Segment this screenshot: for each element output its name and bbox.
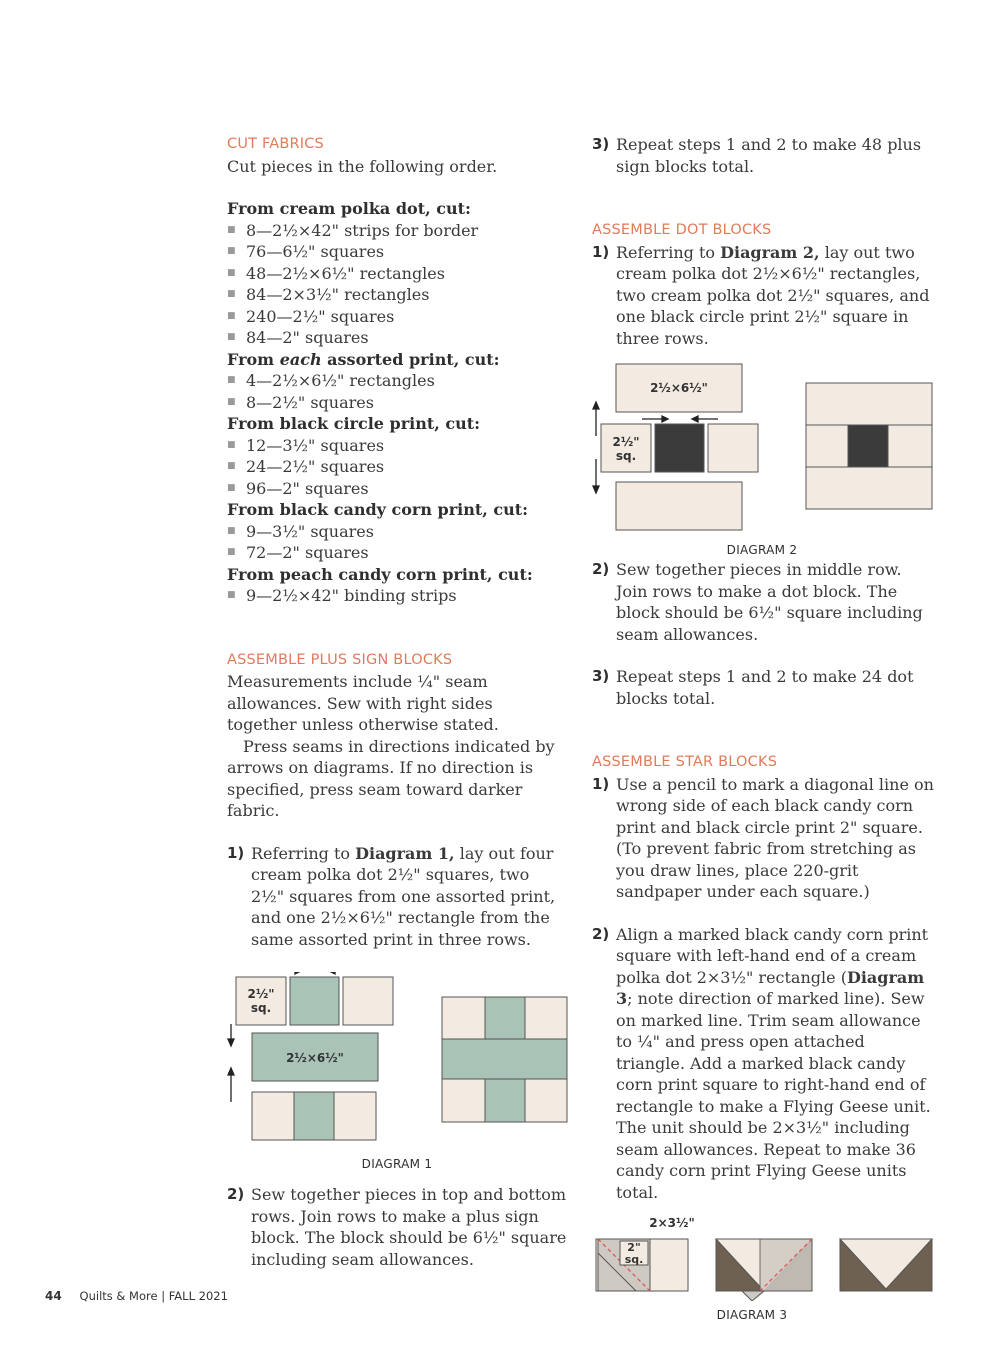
step-number: 1): [227, 843, 245, 862]
cut-item: ■ 84—2×3½" rectangles: [227, 284, 567, 306]
dot-blocks-heading: ASSEMBLE DOT BLOCKS: [592, 222, 772, 238]
step-text: Sew together pieces in top and bottom rows. Join rows to make a plus sign block. The block should be 6½" square including seam allowances.: [251, 1185, 567, 1269]
left-column: [227, 134, 567, 1270]
flying-geese-finished: [840, 1239, 932, 1291]
cut-group-title: From black candy corn print, cut:: [227, 500, 529, 519]
diagram-ref: Diagram 2,: [720, 242, 820, 262]
step-number: 1): [592, 242, 610, 261]
cream-square: [708, 424, 758, 472]
diagram-1-figure: [227, 972, 572, 1150]
sage-square: [294, 1092, 334, 1140]
press-arrows-top: [642, 416, 718, 422]
sage-square: [290, 977, 339, 1025]
page-number: 44: [45, 1289, 62, 1303]
cut-intro: Cut pieces in the following order.: [227, 156, 498, 176]
diagram-2: [592, 361, 937, 559]
cut-list: [227, 521, 567, 564]
step-number: 2): [592, 560, 610, 578]
cut-item: ■ 8—2½" squares: [227, 392, 567, 414]
step-number: 1): [592, 774, 610, 793]
sq-size-label: 2½": [247, 987, 275, 1001]
cut-item: ■ 12—3½" squares: [227, 435, 567, 457]
cream-square: [343, 977, 393, 1025]
plus-step-3: [592, 134, 937, 177]
diagram-3-caption: DIAGRAM 3: [716, 1308, 788, 1322]
press-arrows-top: [277, 972, 353, 974]
cut-list: [227, 220, 567, 349]
star-step-1: [592, 774, 937, 903]
cream-square: [252, 1092, 294, 1140]
plus-intro: Measurements include ¼" seam allowances. Sew with right sides together unless otherwise stated.: [227, 672, 499, 734]
step-text: Use a pencil to mark a diagonal line on wrong side of each black candy corn print and black circle print 2" square. (To prevent fabric from stretching as you draw lines, place 220-grit sandpaper under each square.): [616, 774, 934, 901]
diagram-ref: Diagram 3: [616, 967, 925, 1008]
star-step-2: [592, 924, 937, 1204]
sq-size-label: 2": [627, 1241, 641, 1254]
cut-group-title: From each assorted print, cut:: [227, 349, 500, 369]
diagram-2-figure: [592, 361, 937, 536]
step-text-pre: Referring to: [251, 843, 356, 863]
step-text-post: lay out four cream polka dot 2½" squares, two 2½" squares from one assorted print, and one 2½×6½" rectangle from the same assorted print in three rows.: [251, 843, 556, 949]
black-circle-square: [655, 424, 704, 472]
cut-group-title: From cream polka dot, cut:: [227, 199, 471, 218]
step-number: 2): [592, 924, 610, 943]
sq-size-label: 2½": [612, 435, 640, 449]
cut-item: ■ 240—2½" squares: [227, 306, 567, 328]
diagram-1-caption: DIAGRAM 1: [361, 1157, 433, 1171]
cut-item: ■ 96—2" squares: [227, 478, 567, 500]
cut-item: ■ 4—2½×6½" rectangles: [227, 370, 567, 392]
plus-press-note: Press seams in directions indicated by arrows on diagrams. If no direction is specified, press seam toward darker fabric.: [227, 736, 555, 820]
cut-list: [227, 370, 567, 413]
dot-step-2: [592, 559, 937, 645]
sq-unit-label: sq.: [624, 1253, 644, 1266]
cut-item: ■ 76—6½" squares: [227, 241, 567, 263]
press-arrows-side: [228, 1024, 234, 1102]
press-arrows-side: [593, 402, 599, 493]
cutting-list: [227, 198, 567, 607]
plus-sign-heading: ASSEMBLE PLUS SIGN BLOCKS: [227, 651, 453, 668]
step-text: Repeat steps 1 and 2 to make 48 plus sign blocks total.: [616, 135, 922, 176]
cut-item: ■ 24—2½" squares: [227, 456, 567, 478]
cut-group-title: From black circle print, cut:: [227, 414, 481, 433]
step-number: 3): [592, 667, 610, 685]
flying-geese-step-a: [596, 1239, 688, 1291]
step-number: 3): [592, 135, 610, 153]
step-text-pre: Referring to: [616, 242, 721, 262]
rect-size-label: 2½×6½": [650, 381, 708, 395]
cut-item: ■ 9—3½" squares: [227, 521, 567, 543]
right-column: [592, 134, 937, 1323]
cream-square: [334, 1092, 376, 1140]
step-text-pre: Align a marked black candy corn print square with left-hand end of a cream polka dot 2×3½" rectangle (: [616, 924, 929, 987]
cut-item: ■ 9—2½×42" binding strips: [227, 585, 567, 607]
finished-plus-block: [442, 997, 567, 1122]
rect-size-label: 2×3½": [649, 1216, 695, 1230]
step-text-post: ; note direction of marked line). Sew on marked line. Trim seam allowance to ¼" and press open attached triangle. Add a marked black candy corn print square to right-hand end of rectangle to make a Flying Geese unit. The unit should be 2×3½" including seam allowances. Repeat to make 36 candy corn print Flying Geese units total.: [616, 989, 931, 1202]
diagram-3: [592, 1213, 937, 1323]
cut-list: [227, 435, 567, 500]
diagram-1: [227, 972, 567, 1172]
cream-rectangle: [616, 482, 742, 530]
diagram-3-figure: [592, 1213, 937, 1301]
plus-step-2: [227, 1184, 567, 1270]
plus-step-1: [227, 843, 567, 951]
step-number: 2): [227, 1185, 245, 1203]
cut-fabrics-heading: CUT FABRICS: [227, 136, 324, 152]
sq-unit-label: sq.: [615, 449, 637, 463]
flying-geese-step-b: [716, 1239, 812, 1301]
page-footer: [45, 1289, 228, 1303]
step-text: Repeat steps 1 and 2 to make 24 dot blocks total.: [616, 667, 914, 708]
step-text-post: lay out two cream polka dot 2½×6½" rectangles, two cream polka dot 2½" squares, and one black circle print 2½" square in three rows.: [616, 242, 930, 348]
dot-step-1: [592, 242, 937, 350]
step-text: Sew together pieces in middle row. Join rows to make a dot block. The block should be 6½" square including seam allowances.: [616, 560, 923, 644]
sq-unit-label: sq.: [250, 1001, 272, 1015]
diagram-ref: Diagram 1,: [355, 843, 455, 863]
cut-list: [227, 585, 567, 607]
dot-step-3: [592, 666, 937, 709]
cut-item: ■ 84—2" squares: [227, 327, 567, 349]
cut-item: ■ 8—2½×42" strips for border: [227, 220, 567, 242]
star-blocks-heading: ASSEMBLE STAR BLOCKS: [592, 754, 778, 770]
rect-size-label: 2½×6½": [286, 1051, 344, 1065]
publication-line: Quilts & More | FALL 2021: [79, 1289, 228, 1303]
cut-group-title: From peach candy corn print, cut:: [227, 564, 533, 584]
cut-item: ■ 48—2½×6½" rectangles: [227, 263, 567, 285]
cut-item: ■ 72—2" squares: [227, 542, 567, 564]
finished-dot-block: [806, 383, 932, 509]
diagram-2-caption: DIAGRAM 2: [726, 543, 798, 557]
